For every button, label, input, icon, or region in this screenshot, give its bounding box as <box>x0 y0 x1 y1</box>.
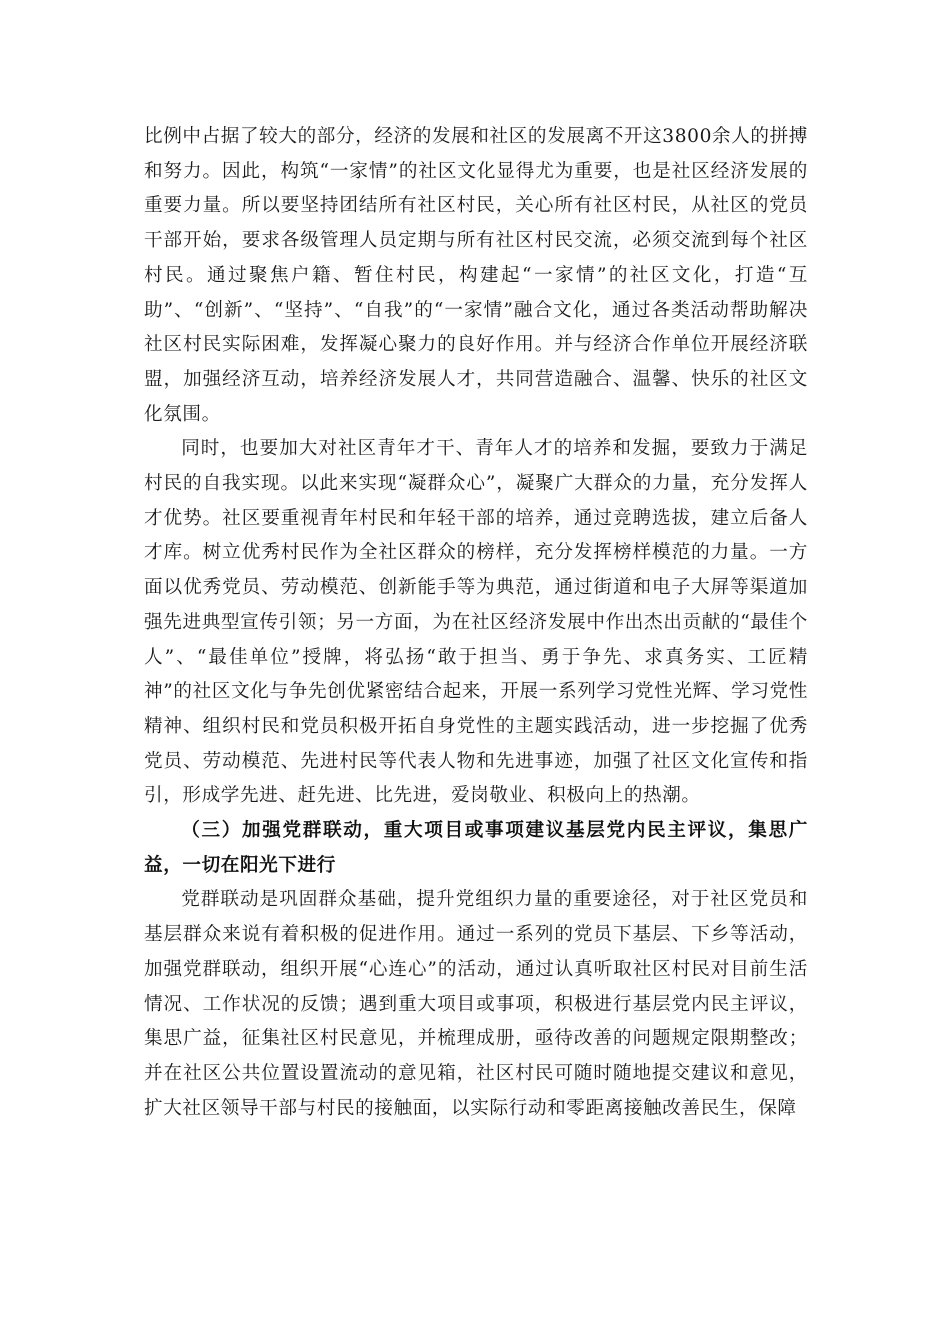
document-body <box>144 120 808 1126</box>
paragraph-youth-talent: 同时，也要加大对社区青年才干、青年人才的培养和发掘，要致力于满足村民的自我实现。以此来实现“凝群众心”，凝聚广大群众的力量，充分发挥人才优势。社区要重视青年村民和年轻干部的培养，通过竞聘选拔，建立后备人才库。树立优秀村民作为全社区群众的榜样，充分发挥榜样模范的力量。一方面以优秀党员、劳动模范、创新能手等为典范，通过街道和电子大屏等渠道加强先进典型宣传引领；另一方面，为在社区经济发展中作出杰出贡献的“最佳个人”、“最佳单位”授牌，将弘扬“敢于担当、勇于争先、求真务实、工匠精神”的社区文化与争先创优紧密结合起来，开展一系列学习党性光辉、学习党性精神、组织村民和党员积极开拓自身党性的主题实践活动，进一步挖掘了优秀党员、劳动模范、先进村民等代表人物和先进事迹，加强了社区文化宣传和指引，形成学先进、赶先进、比先进，爱岗敬业、积极向上的热潮。 <box>144 438 808 807</box>
paragraph-party-linkage: 党群联动是巩固群众基础，提升党组织力量的重要途径，对于社区党员和基层群众来说有着积极的促进作用。通过一系列的党员下基层、下乡等活动，加强党群联动，组织开展“心连心”的活动，通过认真听取社区村民对目前生活情况、工作状况的反馈；遇到重大项目或事项，积极进行基层党内民主评议，集思广益，征集社区村民意见，并梳理成册，亟待改善的问题规定限期整改；并在社区公共位置设置流动的意见箱，社区村民可随时随地提交建议和意见，扩大社区领导干部与村民的接触面，以实际行动和零距离接触改善民生，保障 <box>144 889 808 1119</box>
section-heading: （三）加强党群联动，重大项目或事项建议基层党内民主评议，集思广益，一切在阳光下进行 <box>144 820 808 876</box>
paragraph-continued: 比例中占据了较大的部分，经济的发展和社区的发展离不开这3800余人的拼搏和努力。因此，构筑“一家情”的社区文化显得尤为重要，也是社区经济发展的重要力量。所以要坚持团结所有社区村民，关心所有社区村民，从社区的党员干部开始，要求各级管理人员定期与所有社区村民交流，必须交流到每个社区村民。通过聚焦户籍、暂住村民，构建起“一家情”的社区文化，打造“互助”、“创新”、“坚持”、“自我”的“一家情”融合文化，通过各类活动帮助解决社区村民实际困难，发挥凝心聚力的良好作用。并与经济合作单位开展经济联盟，加强经济互动，培养经济发展人才，共同营造融合、温馨、快乐的社区文化氛围。 <box>144 126 808 425</box>
